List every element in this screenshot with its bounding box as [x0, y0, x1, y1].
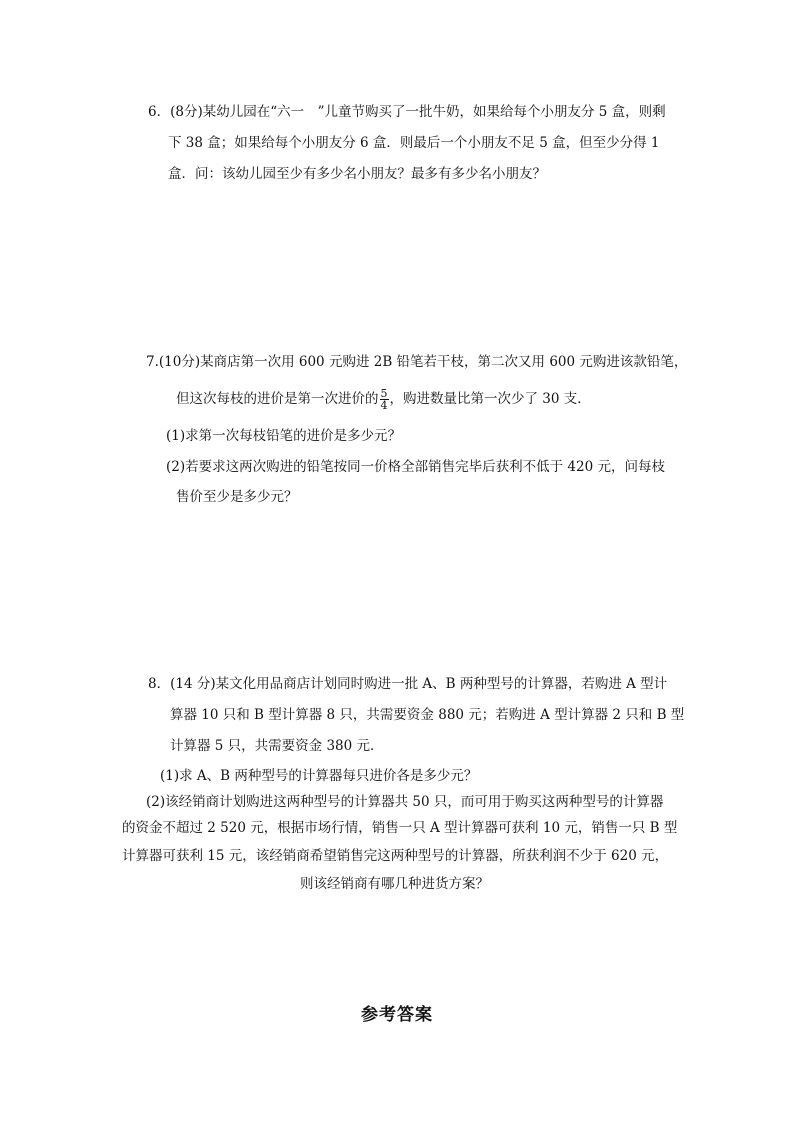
q8-sub-2-line-3: 计算器可获利 15 元，该经销商希望销售完这两种型号的计算器，所获利润不少于 620 元， — [122, 848, 669, 864]
q8-sub-2-line-4: 则该经销商有哪几种进货方案？ — [300, 876, 489, 892]
q7-sub-2-line-2: 售价至少是多少元？ — [176, 489, 298, 505]
q7-sub-2-line-1: (2)若要求这两次购进的铅笔按同一价格全部销售完毕后获利不低于 420 元，问每枝 — [166, 459, 665, 475]
q7-line-1: 7.(10分)某商店第一次用 600 元购进 2B 铅笔若干枝，第二次又用 600 元购进该款铅笔， — [146, 354, 688, 370]
q7-line-2-pre: 但这次每枝的进价是第一次进价的 — [176, 391, 379, 407]
q8-line-1: 8．(14 分)某文化用品商店计划同时购进一批 A、B 两种型号的计算器，若购进 A 型计 — [148, 676, 668, 692]
fraction-numerator: 5 — [380, 387, 388, 400]
q6-line-1: 6．(8分)某幼儿园在“六一 ”儿童节购买了一批牛奶，如果给每个小朋友分 5 盒，则剩 — [148, 104, 666, 120]
q8-sub-2-line-1: (2)该经销商计划购进这两种型号的计算器共 50 只，而可用于购买这两种型号的计算器 — [146, 794, 664, 810]
q8-line-3: 计算器 5 只，共需要资金 380 元． — [170, 738, 384, 754]
q8-sub-2-line-2: 的资金不超过 2 520 元，根据市场行情，销售一只 A 型计算器可获利 10 元，销售一只 B 型 — [122, 820, 678, 836]
fraction-five-fourths — [380, 388, 389, 411]
fraction-denominator: 4 — [380, 399, 388, 412]
answers-heading: 参考答案 — [361, 1005, 433, 1025]
q7-sub-1: (1)求第一次每枝铅笔的进价是多少元？ — [166, 428, 402, 444]
q8-line-2: 算器 10 只和 B 型计算器 8 只，共需要资金 880 元；若购进 A 型计算器 2 只和 B 型 — [170, 707, 685, 723]
q6-line-3: 盒．问：该幼儿园至少有多少名小朋友？最多有多少名小朋友？ — [168, 166, 546, 182]
q8-sub-1: (1)求 A、B 两种型号的计算器每只进价各是多少元？ — [160, 768, 478, 784]
q7-line-2-post: ，购进数量比第一次少了 30 支． — [389, 391, 591, 407]
q6-line-2: 下 38 盒；如果给每个小朋友分 6 盒．则最后一个小朋友不足 5 盒，但至少分得 1 — [168, 135, 660, 151]
q7-line-2 — [176, 388, 591, 411]
